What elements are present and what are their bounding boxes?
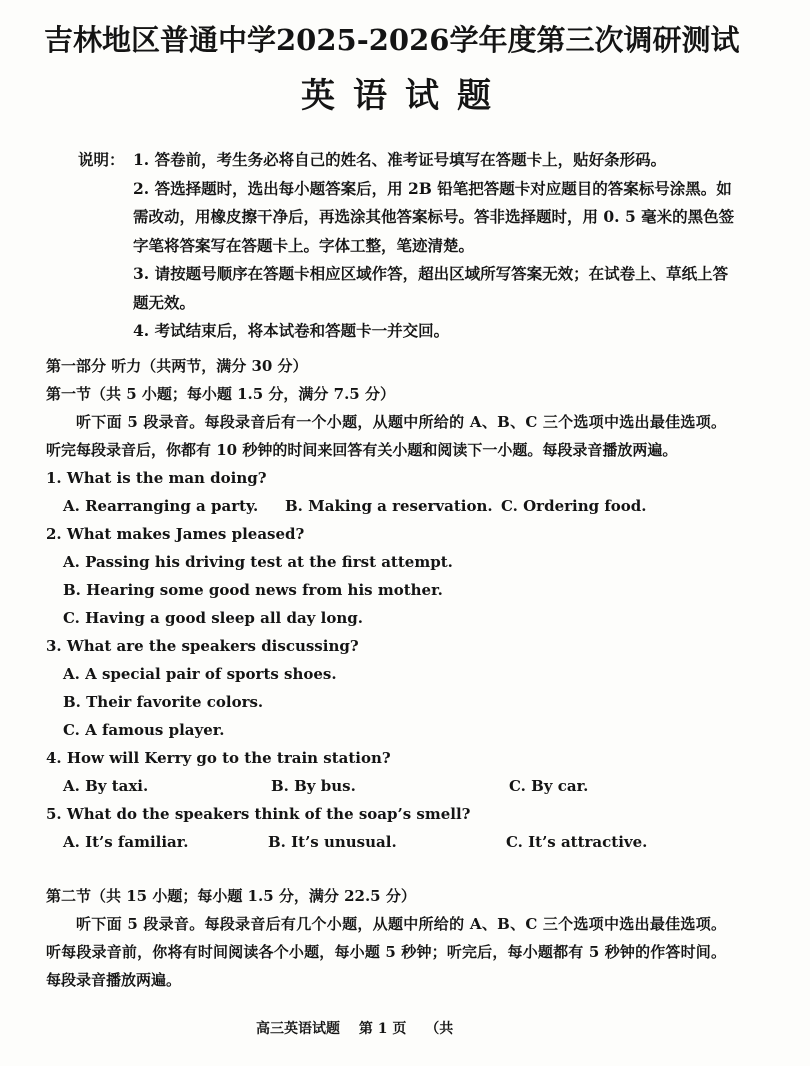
options-row [46,828,726,856]
instruction-item [78,146,738,175]
option-c: C. By car. [509,777,589,795]
instruction-item [78,317,738,346]
option-c: C. Ordering food. [501,497,647,515]
exam-title: 吉林地区普通中学2025-2026学年度第三次调研测试 [44,23,740,57]
option-a: A. A special pair of sports shoes. [63,665,337,683]
section-directions: 听下面 5 段录音。每段录音后有几个小题，从题中所给的 A、B、C 三个选项中选出最佳选项。听每段录音前，你将有时间阅读各个小题，每小题 5 秒钟；听完后，每小题都有 5 秒钟的作答时间。每段录音播放两遍。 [46,915,726,989]
section-heading: 第二节（共 15 小题；每小题 1.5 分，满分 22.5 分） [46,887,416,905]
listening-part [46,352,726,994]
option-a: A. Passing his driving test at the first attempt. [63,553,453,571]
instructions-block [78,146,738,346]
footer-total: （共 [425,1021,454,1037]
instruction-text: 4. 考试结束后，将本试卷和答题卡一并交回。 [133,321,450,340]
option-c: C. A famous player. [63,721,225,739]
footer-subject: 高三英语试题 [256,1021,340,1037]
instruction-item [78,260,738,317]
question-stem: 1. What is the man doing? [46,469,267,487]
option-a: A. Rearranging a party. [63,497,259,515]
instruction-text: 1. 答卷前，考生务必将自己的姓名、准考证号填写在答题卡上，贴好条形码。 [133,150,667,169]
footer-page: 第 1 页 [358,1021,407,1037]
option-b: B. Their favorite colors. [63,693,264,711]
options-row [46,772,726,800]
instruction-text: 2. 答选择题时，选出每小题答案后，用 2B 铅笔把答题卡对应题目的答案标号涂黑。如需改动，用橡皮擦干净后，再选涂其他答案标号。答非选择题时，用 0. 5 毫米的黑色签字笔将答案写在答题卡上。字体工整，笔迹清楚。 [133,178,735,255]
option-b: B. It’s unusual. [268,833,397,851]
question-stem: 3. What are the speakers discussing? [46,637,359,655]
option-a: A. It’s familiar. [63,833,189,851]
options-row [46,492,726,520]
option-b: B. Making a reservation. [285,497,493,515]
section-heading: 第一节（共 5 小题；每小题 1.5 分，满分 7.5 分） [46,385,395,403]
section-directions: 听下面 5 段录音。每段录音后有一个小题，从题中所给的 A、B、C 三个选项中选出最佳选项。听完每段录音后，你都有 10 秒钟的时间来回答有关小题和阅读下一小题。每段录音播放两遍。 [46,413,726,459]
question-stem: 4. How will Kerry go to the train station? [46,749,391,767]
question-stem: 2. What makes James pleased? [46,525,305,543]
option-c: C. It’s attractive. [506,833,648,851]
instructions-label: 说明： [78,150,125,169]
option-b: B. By bus. [271,777,356,795]
part-heading: 第一部分 听力（共两节，满分 30 分） [46,357,308,375]
option-a: A. By taxi. [63,777,149,795]
question-stem: 5. What do the speakers think of the soap’s smell? [46,805,471,823]
instruction-item [78,175,738,261]
page-footer [256,1018,467,1038]
option-c: C. Having a good sleep all day long. [63,609,363,627]
option-b: B. Hearing some good news from his mother. [63,581,443,599]
instruction-text: 3. 请按题号顺序在答题卡相应区域作答，超出区域所写答案无效；在试卷上、草纸上答题无效。 [133,264,729,312]
exam-subtitle: 英语试题 [301,76,509,116]
